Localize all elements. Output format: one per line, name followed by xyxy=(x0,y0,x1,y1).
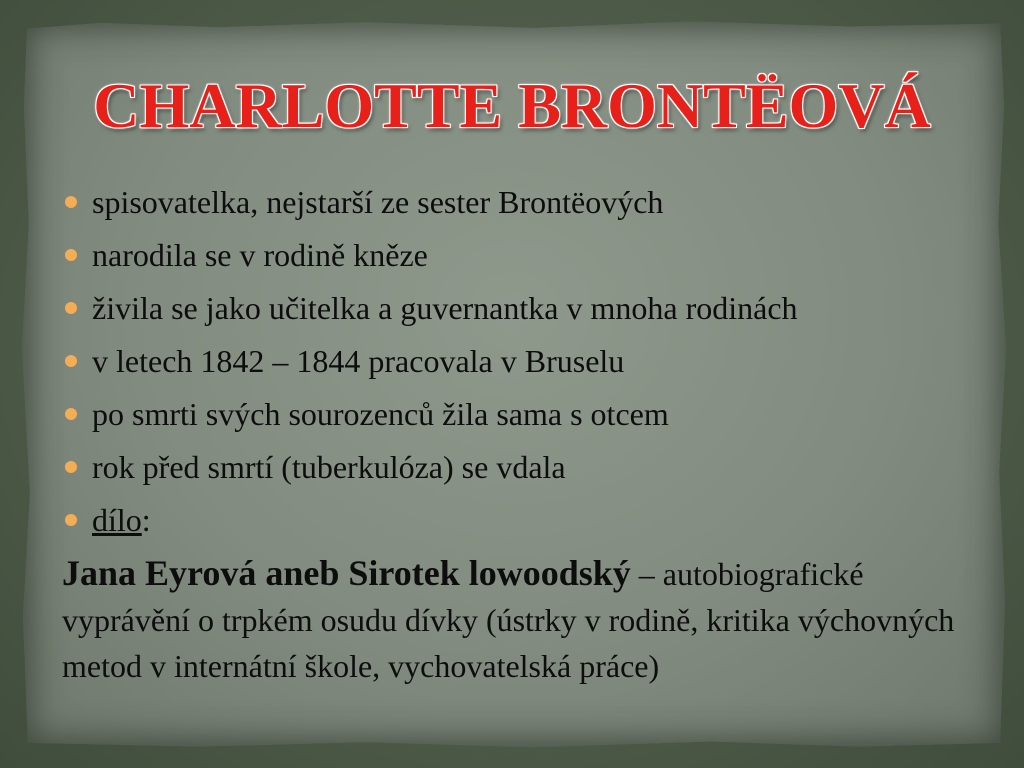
list-item-works xyxy=(62,494,982,547)
bullet-dot-icon xyxy=(65,355,77,367)
bullet-text: spisovatelka, nejstarší ze sester Brontëových xyxy=(92,184,664,220)
list-item xyxy=(62,335,982,388)
bullet-dot-icon xyxy=(65,408,77,420)
list-item xyxy=(62,441,982,494)
work-description-block xyxy=(62,550,962,689)
works-label: dílo xyxy=(92,502,142,538)
bullet-dot-icon xyxy=(65,461,77,473)
bullet-dot-icon xyxy=(65,249,77,261)
bullet-dot-icon xyxy=(65,514,77,526)
list-item xyxy=(62,388,982,441)
bullet-dot-icon xyxy=(65,302,77,314)
slide-title: CHARLOTTE BRONTËOVÁ xyxy=(93,70,931,141)
bullet-dot-icon xyxy=(65,196,77,208)
list-item xyxy=(62,229,982,282)
bullet-text: v letech 1842 – 1844 pracovala v Bruselu xyxy=(92,343,625,379)
list-item xyxy=(62,176,982,229)
work-description: autobiografické vyprávění o trpkém osudu dívky (ústrky v rodině, kritika výchovných metod v internátní škole, vychovatelská práce) xyxy=(62,556,955,684)
bullet-text: živila se jako učitelka a guvernantka v mnoha rodinách xyxy=(92,290,798,326)
work-dash: – xyxy=(630,556,663,592)
bullet-text: rok před smrtí (tuberkulóza) se vdala xyxy=(92,449,566,485)
list-item xyxy=(62,282,982,335)
work-title: Jana Eyrová aneb Sirotek lowoodský xyxy=(62,553,631,593)
bullet-text: po smrti svých sourozenců žila sama s otcem xyxy=(92,396,669,432)
works-colon: : xyxy=(141,502,151,538)
bullet-text: narodila se v rodině kněze xyxy=(92,237,428,273)
bullet-list xyxy=(62,176,982,547)
